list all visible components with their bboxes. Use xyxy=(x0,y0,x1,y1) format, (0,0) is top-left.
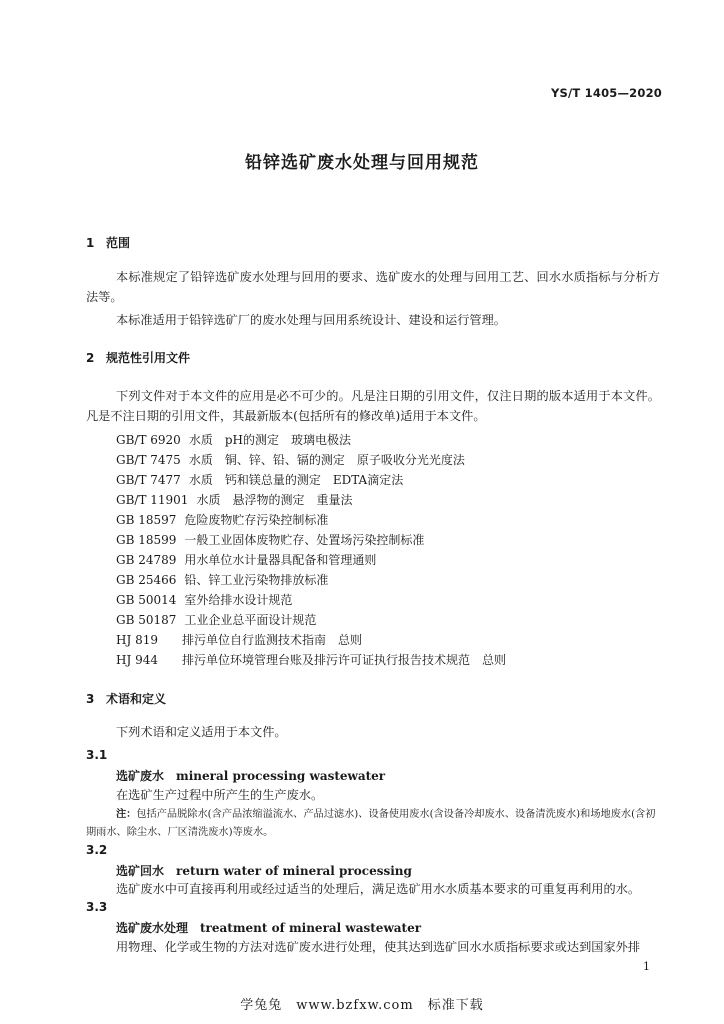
term-chinese: 选矿回水 xyxy=(116,864,165,878)
reference-item xyxy=(116,571,328,588)
watermark-footer: 学兔兔 www.bzfxw.com 标准下载 xyxy=(240,998,484,1013)
reference-code: GB/T 7477 xyxy=(116,473,181,487)
reference-title: 一般工业固体废物贮存、处置场污染控制标准 xyxy=(184,533,425,547)
term-definition: 选矿废水中可直接再利用或经过适当的处理后，满足选矿用水水质基本要求的可重复再利用的水。 xyxy=(116,882,641,896)
reference-item xyxy=(116,511,328,528)
reference-code: GB/T 6920 xyxy=(116,433,181,447)
section-1-para-1: 本标准规定了铅锌选矿废水处理与回用的要求、选矿废水的处理与回用工艺、回水水质指标与分析方法等。 xyxy=(86,270,660,304)
section-title: 规范性引用文件 xyxy=(106,351,191,365)
term-number: 3.3 xyxy=(86,900,108,914)
section-number: 1 xyxy=(86,236,95,250)
term-note xyxy=(86,806,660,842)
reference-title: 排污单位自行监测技术指南 总则 xyxy=(182,633,363,647)
term-definition: 在选矿生产过程中所产生的生产废水。 xyxy=(116,788,324,802)
reference-code: GB/T 7475 xyxy=(116,453,181,467)
reference-item xyxy=(116,611,316,628)
reference-item xyxy=(116,631,362,648)
section-2-intro: 下列文件对于本文件的应用是必不可少的。凡是注日期的引用文件，仅注日期的版本适用于本文件。凡是不注日期的引用文件，其最新版本(包括所有的修改单)适用于本文件。 xyxy=(86,389,660,423)
reference-code: HJ 819 xyxy=(116,633,158,647)
section-3-intro: 下列术语和定义适用于本文件。 xyxy=(116,725,287,739)
reference-title: 水质 pH的测定 玻璃电极法 xyxy=(188,433,351,447)
reference-item xyxy=(116,471,403,488)
section-number: 3 xyxy=(86,692,95,706)
section-title: 术语和定义 xyxy=(106,692,167,706)
reference-code: GB 50014 xyxy=(116,593,177,607)
term-heading xyxy=(116,767,385,784)
term-number: 3.2 xyxy=(86,843,108,857)
reference-title: 室外给排水设计规范 xyxy=(184,593,293,607)
reference-code: GB 18599 xyxy=(116,533,177,547)
term-english: treatment of mineral wastewater xyxy=(200,921,422,935)
reference-item xyxy=(116,551,376,568)
reference-item xyxy=(116,591,292,608)
reference-title: 危险废物贮存污染控制标准 xyxy=(184,513,329,527)
section-2-heading xyxy=(86,349,190,366)
reference-code: GB 25466 xyxy=(116,573,177,587)
section-3-heading xyxy=(86,690,166,707)
reference-item xyxy=(116,451,465,468)
reference-title: 用水单位水计量器具配备和管理通则 xyxy=(184,553,377,567)
reference-item xyxy=(116,651,506,668)
term-english: return water of mineral processing xyxy=(176,864,412,878)
page-number: 1 xyxy=(643,960,650,973)
term-chinese: 选矿废水处理 xyxy=(116,921,189,935)
reference-item xyxy=(116,531,424,548)
section-1-para-2: 本标准适用于铅锌选矿厂的废水处理与回用系统设计、建设和运行管理。 xyxy=(116,313,506,327)
section-number: 2 xyxy=(86,351,95,365)
term-heading xyxy=(116,919,421,936)
reference-title: 水质 钙和镁总量的测定 EDTA滴定法 xyxy=(188,473,404,487)
section-1-heading xyxy=(86,234,130,251)
reference-title: 排污单位环境管理台账及排污许可证执行报告技术规范 总则 xyxy=(182,653,507,667)
term-number: 3.1 xyxy=(86,748,108,762)
reference-title: 水质 悬浮物的测定 重量法 xyxy=(196,493,353,507)
note-label: 注： xyxy=(116,809,137,820)
term-definition: 用物理、化学或生物的方法对选矿废水进行处理，使其达到选矿回水水质指标要求或达到国家外排 xyxy=(116,940,641,954)
section-title: 范围 xyxy=(106,236,131,250)
term-chinese: 选矿废水 xyxy=(116,769,165,783)
reference-item xyxy=(116,491,352,508)
reference-code: HJ 944 xyxy=(116,653,158,667)
term-heading xyxy=(116,862,412,879)
reference-code: GB/T 11901 xyxy=(116,493,189,507)
document-title: 铅锌选矿废水处理与回用规范 xyxy=(245,153,479,173)
standard-number: YS/T 1405—2020 xyxy=(551,86,662,100)
reference-code: GB 18597 xyxy=(116,513,177,527)
reference-item xyxy=(116,431,351,448)
reference-title: 铅、锌工业污染物排放标准 xyxy=(184,573,329,587)
reference-title: 工业企业总平面设计规范 xyxy=(184,613,317,627)
term-english: mineral processing wastewater xyxy=(176,769,386,783)
reference-title: 水质 铜、锌、铅、镉的测定 原子吸收分光光度法 xyxy=(188,453,465,467)
reference-code: GB 50187 xyxy=(116,613,177,627)
reference-code: GB 24789 xyxy=(116,553,177,567)
note-text: 包括产品脱除水(含产品浓缩溢流水、产品过滤水)、设备使用废水(含设备冷却废水、设备清洗废水)和场地废水(含初期雨水、除尘水、厂区清洗废水)等废水。 xyxy=(86,809,656,838)
